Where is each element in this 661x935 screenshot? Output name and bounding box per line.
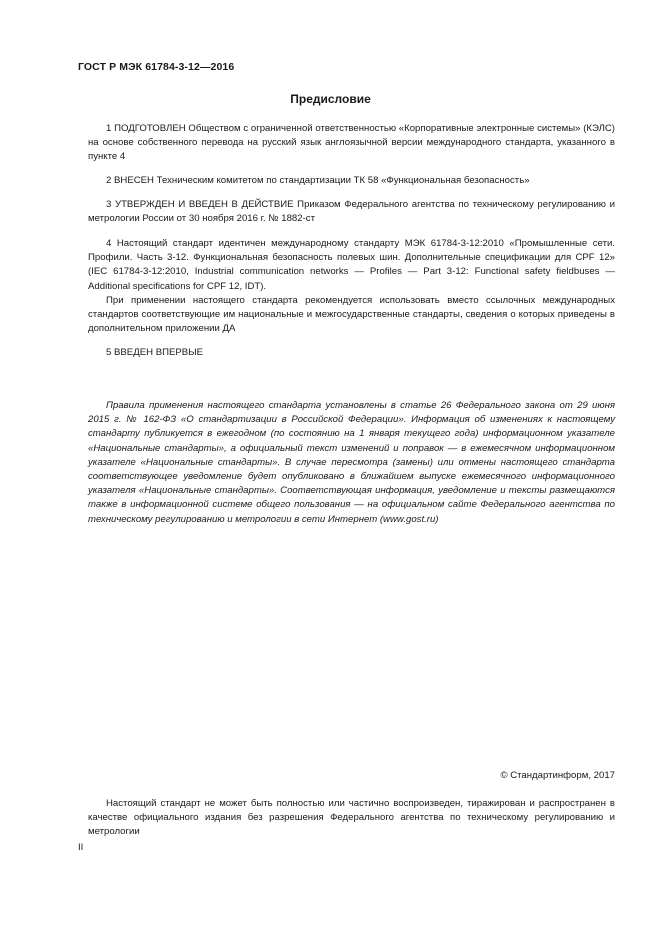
- page-number: II: [78, 842, 84, 853]
- reproduction-notice-text: Настоящий стандарт не может быть полностью или частично воспроизведен, тиражирован и распространен в качестве официального издания без разрешения Федерального агентства по техническому регулированию и метрологии: [88, 798, 615, 838]
- foreword-item-4-note: При применении настоящего стандарта рекомендуется использовать вместо ссылочных международных стандартов соответствующие им национальные и межгосударственные стандарты, сведения о которых приведены в дополнительном приложении ДА: [88, 294, 615, 335]
- foreword-item-3-text: 3 УТВЕРЖДЕН И ВВЕДЕН В ДЕЙСТВИЕ Приказом Федерального агентства по техническому регулированию и метрологии России от 30 ноября 2016 г. № 1882-ст: [88, 199, 615, 225]
- foreword-item-4: [88, 237, 615, 336]
- foreword-item-1: [88, 122, 615, 165]
- foreword-item-5: [88, 346, 615, 360]
- foreword-item-1-text: 1 ПОДГОТОВЛЕН Обществом с ограниченной ответственностью «Корпоративные электронные системы» (КЭЛС) на основе собственного перевода на русский язык англоязычной версии международного стандарта, указанного в пункте 4: [88, 123, 615, 163]
- page-title: Предисловие: [290, 92, 371, 106]
- reproduction-notice: [88, 797, 615, 840]
- application-notice: [88, 399, 615, 527]
- application-notice-text: Правила применения настоящего стандарта установлены в статье 26 Федерального закона от 29 июня 2015 г. № 162-ФЗ «О стандартизации в Российской Федерации». Информация об изменениях к настоящему стандарту публикуется в ежегодном (по состоянию на 1 января текущего года) информационном указателе «Национальные стандарты», а официальный текст изменений и поправок — в ежемесячном информационном указателе «Национальные стандарты». В случае пересмотра (замены) или отмены настоящего стандарта соответствующее уведомление будет опубликовано в ближайшем выпуске ежемесячного информационного указателя «Национальные стандарты». Соответствующая информация, уведомление и тексты размещаются также в информационной системе общего пользования — на официальном сайте Федерального агентства по техническому регулированию и метрологии в сети Интернет (www.gost.ru): [88, 400, 615, 525]
- foreword-item-2: [88, 174, 615, 188]
- foreword-item-3: [88, 198, 615, 226]
- document-code: ГОСТ Р МЭК 61784-3-12—2016: [78, 61, 235, 73]
- copyright: © Стандартинформ, 2017: [500, 770, 615, 781]
- foreword-item-5-text: 5 ВВЕДЕН ВПЕРВЫЕ: [106, 347, 204, 358]
- foreword-item-4-text: 4 Настоящий стандарт идентичен международному стандарту МЭК 61784-3-12:2010 «Промышленные сети. Профили. Часть 3-12. Функциональная безопасность полевых шин. Дополнительные спецификации для CPF 12» (IEC 61784-3-12:2010, Industrial communication networks — Profiles — Part 3-12: Functional safety fieldbuses — Additional specifications for CPF 12, IDT).: [88, 238, 615, 292]
- foreword-item-2-text: 2 ВНЕСЕН Техническим комитетом по стандартизации ТК 58 «Функциональная безопасность»: [106, 175, 530, 186]
